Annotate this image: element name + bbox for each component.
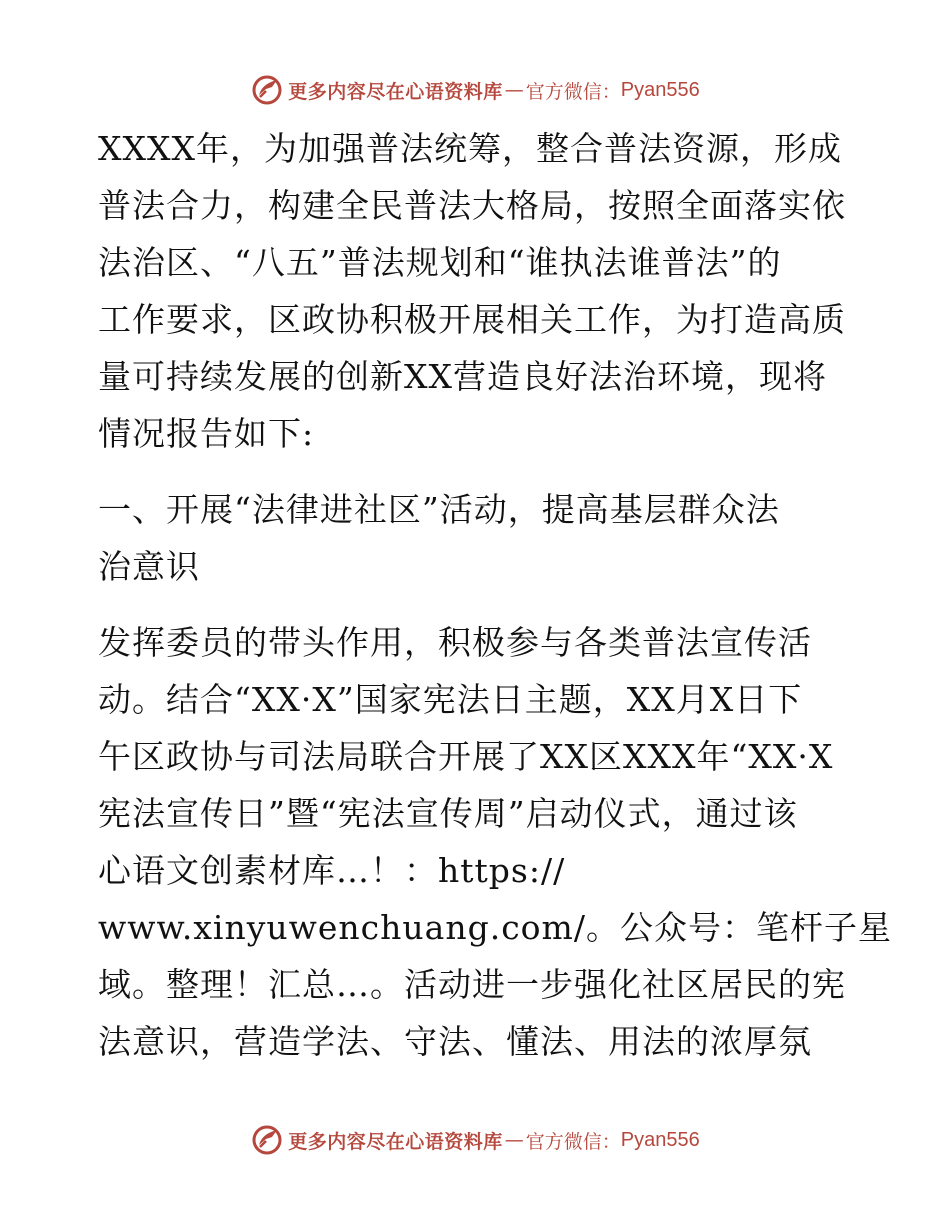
header-watermark-banner (0, 68, 950, 112)
text-line: 午区政协与司法局联合开展了XX区XXX年“XX·X (98, 737, 834, 776)
brand-logo-icon (250, 73, 284, 107)
text-line: 量可持续发展的创新XX营造良好法治环境，现将 (98, 357, 827, 396)
banner-text: 更多内容尽在心语资料库 (288, 80, 503, 103)
text-line: 动。结合“XX·X”国家宪法日主题，XX月X日下 (98, 680, 803, 719)
section-heading (98, 481, 858, 595)
text-line: 域。整理！汇总…。活动进一步强化社区居民的宪 (98, 965, 846, 1004)
text-line: 工作要求，区政协积极开展相关工作，为打造高质 (98, 300, 846, 339)
banner-text: 更多内容尽在心语资料库 (288, 1130, 503, 1153)
brand-logo-icon (250, 1123, 284, 1157)
banner-separator: — (504, 1129, 524, 1151)
banner-separator: — (504, 79, 524, 101)
text-line: 一、开展“法律进社区”活动，提高基层群众法 (98, 490, 780, 529)
text-line: www.xinyuwenchuang.com/。公众号：笔杆子星 (98, 908, 892, 947)
intro-paragraph (98, 120, 858, 462)
banner-account: Pyan556 (620, 78, 700, 101)
banner-account: Pyan556 (620, 1128, 700, 1151)
body-paragraph (98, 614, 892, 1070)
text-line: 发挥委员的带头作用，积极参与各类普法宣传活 (98, 623, 812, 662)
banner-official-label: 官方微信： (525, 80, 621, 103)
text-line: 宪法宣传日”暨“宪法宣传周”启动仪式，通过该 (98, 794, 798, 833)
text-line: 治意识 (98, 547, 200, 586)
text-line: 普法合力，构建全民普法大格局，按照全面落实依 (98, 186, 846, 225)
footer-watermark-banner (0, 1118, 950, 1162)
text-line: 心语文创素材库…！：https:// (98, 851, 566, 890)
banner-official-label: 官方微信： (525, 1130, 621, 1153)
text-line: 法意识，营造学法、守法、懂法、用法的浓厚氛 (98, 1022, 812, 1061)
document-body (98, 120, 892, 1070)
text-line: 情况报告如下: (98, 414, 315, 453)
text-line: XXXX年，为加强普法统筹，整合普法资源，形成 (98, 129, 842, 168)
text-line: 法治区、“八五”普法规划和“谁执法谁普法”的 (98, 243, 782, 282)
